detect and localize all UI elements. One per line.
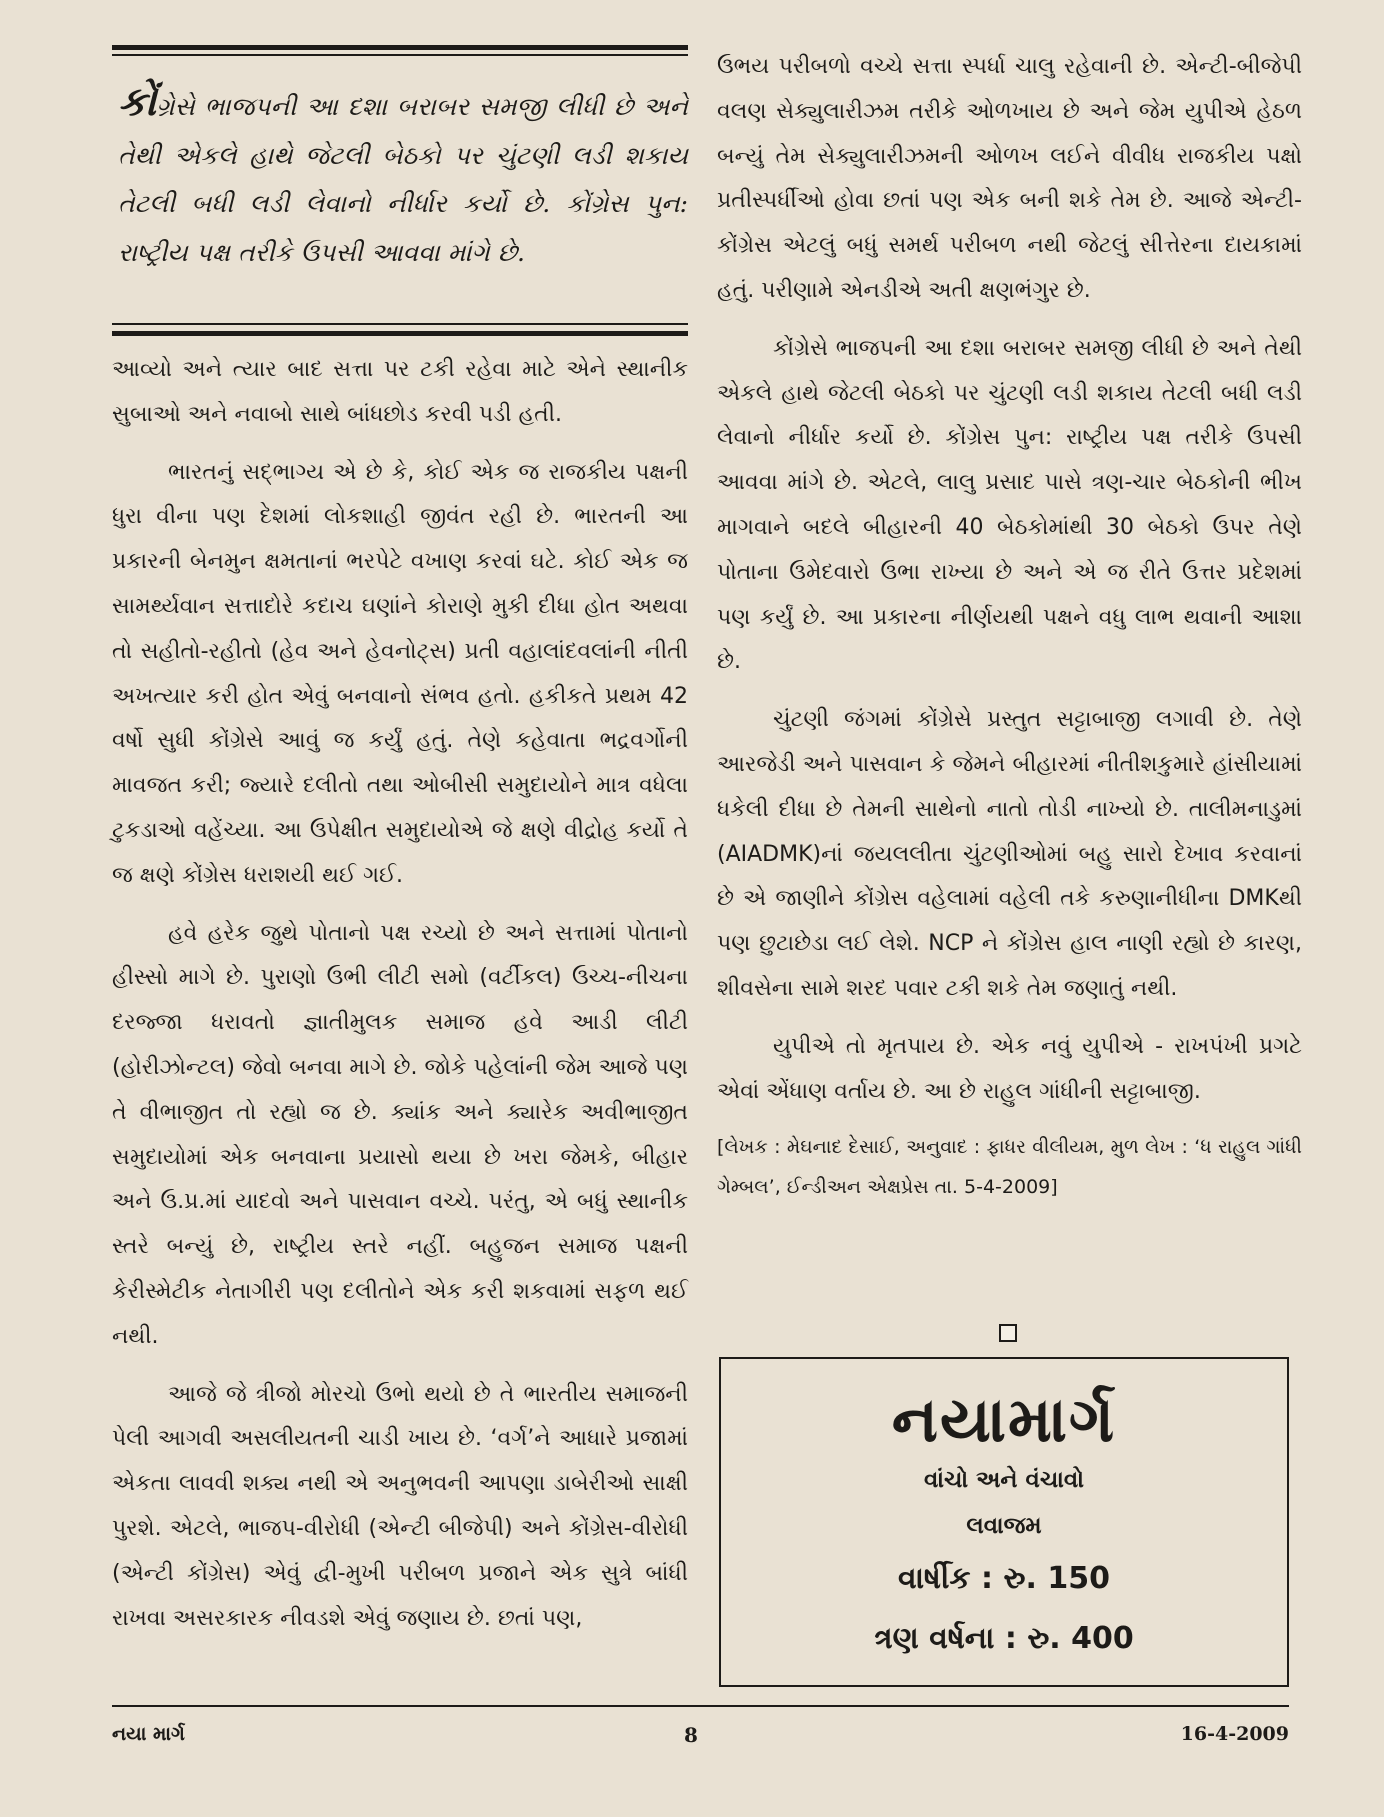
right-column: [717, 45, 1302, 1220]
ad-subscription-label: લવાજમ: [966, 1513, 1042, 1539]
pull-quote-bottom-rule: [112, 331, 688, 336]
subscription-ad: [719, 1357, 1289, 1687]
footer-publication: નયા માર્ગ: [112, 1723, 185, 1745]
footer-date: 16-4-2009: [1180, 1723, 1289, 1745]
pull-quote: [118, 78, 688, 277]
left-paragraph-4: આજે જે ત્રીજો મોરચો ઉભો થયો છે તે ભારતીય સમાજની પેલી આગવી અસલીયતની ચાડી ખાય છે. ‘વર્ગ’ને આધારે પ્રજામાં એકતા લાવવી શક્ય નથી એ અનુભવની આપણા ડાબેરીઓ સાક્ષી પુરશે. એટલે, ભાજપ-વીરોધી (એન્ટી બીજેપી) અને કોંગ્રેસ-વીરોધી (એન્ટી કોંગ્રેસ) એવું દ્વી-મુખી પરીબળ પ્રજાને એક સુત્રે બાંધી રાખવા અસરકારક નીવડશે એવું જણાય છે. છતાં પણ,: [112, 1381, 688, 1631]
footer-rule: [112, 1705, 1289, 1707]
ad-tagline: વાંચો અને વંચાવો: [924, 1467, 1084, 1493]
right-paragraph-4: યુપીએ તો મૃતપાય છે. એક નવું યુપીએ - રાખપંખી પ્રગટે એવાં એંધાણ વર્તાય છે. આ છે રાહુલ ગાંધીની સટ્ટાબાજી.: [717, 1033, 1302, 1104]
ad-title: નયામાર્ગ: [891, 1383, 1117, 1456]
pull-quote-text: ગ્રેસે ભાજપની આ દશા બરાબર સમજી લીધી છે અને તેથી એકલે હાથે જેટલી બેઠકો પર ચુંટણી લડી શકાય તેટલી બધી લડી લેવાનો નીર્ધાર કર્યો છે. કોંગ્રેસ પુન: રાષ્ટ્રીય પક્ષ તરીકે ઉપસી આવવા માંગે છે.: [118, 92, 688, 267]
left-column: [112, 348, 688, 1654]
left-paragraph-1: આવ્યો અને ત્યાર બાદ સત્તા પર ટકી રહેવા માટે એને સ્થાનીક સુબાઓ અને નવાબો સાથે બાંધછોડ કરવી પડી હતી.: [112, 357, 688, 427]
right-paragraph-3: ચુંટણી જંગમાં કોંગ્રેસે પ્રસ્તુત સટ્ટાબાજી લગાવી છે. તેણે આરજેડી અને પાસવાન કે જેમને બીહારમાં નીતીશકુમારે હાંસીયામાં ધકેલી દીધા છે તેમની સાથેનો નાતો તોડી નાખ્યો છે. તાલીમનાડુમાં (AIADMK)નાં જયલલીતા ચુંટણીઓમાં બહુ સારો દેખાવ કરવાનાં છે એ જાણીને કોંગ્રેસ વહેલામાં વહેલી તકે કરુણાનીધીના DMKથી પણ છુટાછેડા લઈ લેશે. NCP ને કોંગ્રેસ હાલ નાણી રહ્યો છે કારણ, શીવસેના સામે શરદ પવાર ટકી શકે તેમ જણાતું નથી.: [717, 707, 1302, 1001]
right-paragraph-2: કોંગ્રેસે ભાજપની આ દશા બરાબર સમજી લીધી છે અને તેથી એકલે હાથે જેટલી બેઠકો પર ચુંટણી લડી શકાય તેટલી બધી લડી લેવાનો નીર્ધાર કર્યો છે. કોંગ્રેસ પુન: રાષ્ટ્રીય પક્ષ તરીકે ઉપસી આવવા માંગે છે. એટલે, લાલુ પ્રસાદ પાસે ત્રણ-ચાર બેઠકોની ભીખ માગવાને બદલે બીહારની 40 બેઠકોમાંથી 30 બેઠકો ઉપર તેણે પોતાના ઉમેદવારો ઉભા રાખ્યા છે અને એ જ રીતે ઉત્તર પ્રદેશમાં પણ કર્યું છે. આ પ્રકારના નીર્ણયથી પક્ષને વધુ લાભ થવાની આશા છે.: [717, 335, 1302, 675]
footer-page-number: 8: [684, 1723, 698, 1747]
pull-quote-top-rule-thin: [112, 54, 688, 56]
right-paragraph-1: ઉભય પરીબળો વચ્ચે સત્તા સ્પર્ધા ચાલુ રહેવાની છે. એન્ટી-બીજેપી વલણ સેક્યુલારીઝમ તરીકે ઓળખાય છે અને જેમ યુપીએ હેઠળ બન્યું તેમ સેક્યુલારીઝમની ઓળખ લઈને વીવીધ રાજકીય પક્ષો પ્રતીસ્પર્ધીઓ હોવા છતાં પણ એક બની શકે તેમ છે. આજે એન્ટી-કોંગ્રેસ એટલું બધું સમર્થ પરીબળ નથી જેટલું સીત્તેરના દાયકામાં હતું. પરીણામે એનડીએ અતી ક્ષણભંગુર છે.: [717, 54, 1302, 303]
pull-quote-top-rule: [112, 45, 688, 50]
article-credit: [લેખક : મેઘનાદ દેસાઈ, અનુવાદ : ફાધર વીલીયમ, મુળ લેખ : ‘ધ રાહુલ ગાંધી ગેમ્બલ’, ઈન્ડીઅન એક્ષપ્રેસ તા. 5-4-2009]: [717, 1136, 1302, 1199]
left-paragraph-2: ભારતનું સદ્ભાગ્ય એ છે કે, કોઈ એક જ રાજકીય પક્ષની ધુરા વીના પણ દેશમાં લોકશાહી જીવંત રહી છે. ભારતની આ પ્રકારની બેનમુન ક્ષમતાનાં ભરપેટે વખાણ કરવાં ઘટે. કોઈ એક જ સામર્થ્યવાન સત્તાદોરે કદાચ ઘણાંને કોરાણે મુકી દીધા હોત અથવા તો સહીતો-રહીતો (હેવ અને હેવનોટ્સ) પ્રતી વહાલાંદવલાંની નીતી અખત્યાર કરી હોત એવું બનવાનો સંભવ હતો. હકીકતે પ્રથમ 42 વર્ષો સુધી કોંગ્રેસે આવું જ કર્યું હતું. તેણે કહેવાતા ભદ્રવર્ગોની માવજત કરી; જ્યારે દલીતો તથા ઓબીસી સમુદાયોને માત્ર વધેલા ટુકડાઓ વહેંચ્યા. આ ઉપેક્ષીત સમુદાયોએ જે ક્ષણે વીદ્રોહ કર્યો તે જ ક્ષણે કોંગ્રેસ ધરાશયી થઈ ગઈ.: [112, 459, 688, 888]
left-paragraph-3: હવે હરેક જુથે પોતાનો પક્ષ રચ્યો છે અને સત્તામાં પોતાનો હીસ્સો માગે છે. પુરાણો ઉભી લીટી સમો (વર્ટીકલ) ઉચ્ચ-નીચના દરજ્જા ધરાવતો જ્ઞાતીમુલક સમાજ હવે આડી લીટી (હોરીઝોન્ટલ) જેવો બનવા માગે છે. જોકે પહેલાંની જેમ આજે પણ તે વીભાજીત તો રહ્યો જ છે. ક્યાંક અને ક્યારેક અવીભાજીત સમુદાયોમાં એક બનવાના પ્રયાસો થયા છે ખરા જેમકે, બીહાર અને ઉ.પ્ર.માં યાદવો અને પાસવાન વચ્ચે. પરંતુ, એ બધું સ્થાનીક સ્તરે બન્યું છે, રાષ્ટ્રીય સ્તરે નહીં. બહુજન સમાજ પક્ષની કેરીસ્મેટીક નેતાગીરી પણ દલીતોને એક કરી શકવામાં સફળ થઈ નથી.: [112, 920, 688, 1349]
ad-annual-price: વાર્ષીક : રુ. 150: [898, 1561, 1110, 1596]
ad-three-year-price: ત્રણ વર્ષના : રુ. 400: [874, 1621, 1134, 1656]
end-of-article-mark: [999, 1324, 1017, 1342]
pull-quote-bottom-rule-thin: [112, 323, 688, 325]
pull-quote-dropcap: કોં: [118, 78, 157, 125]
